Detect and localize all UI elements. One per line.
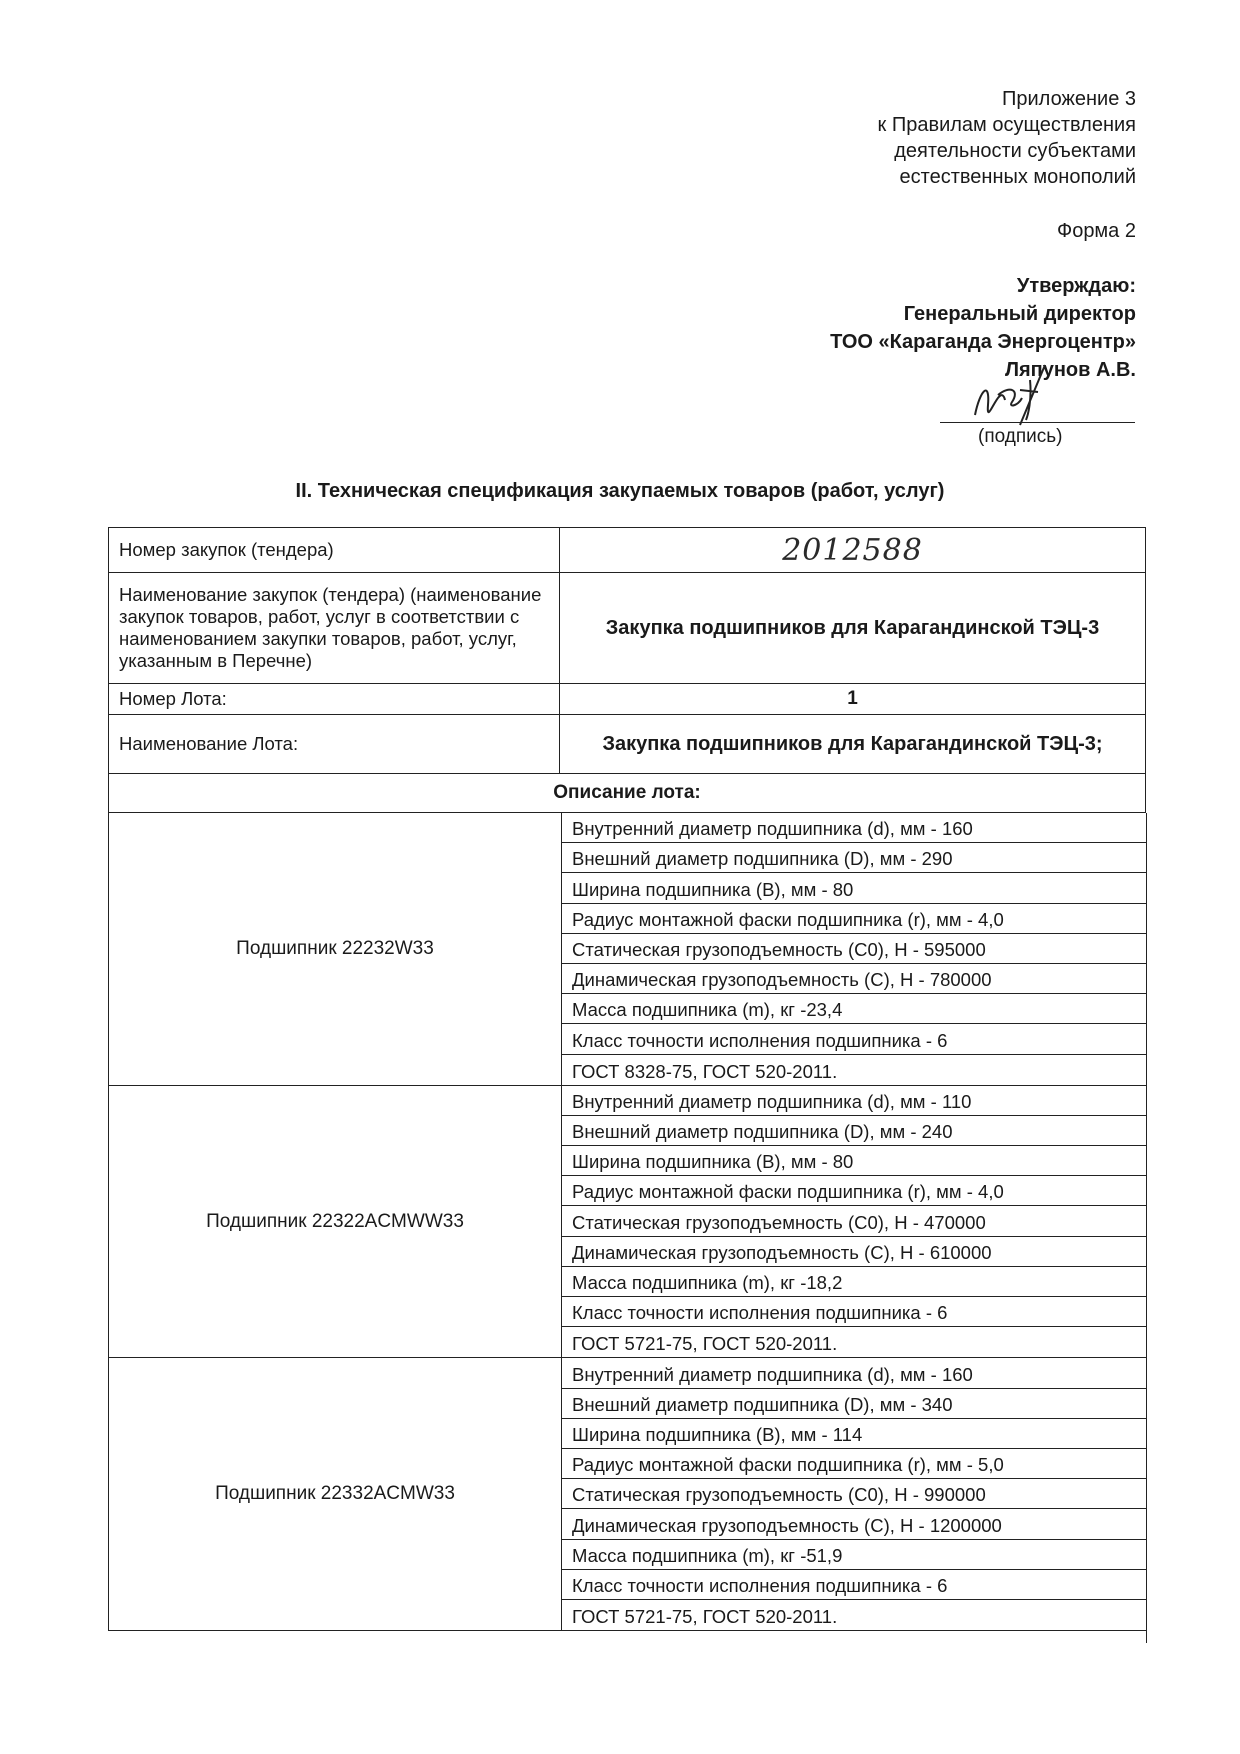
bearing-name: Подшипник 22332ACMW33 [109, 1358, 562, 1630]
bearing-group [108, 1086, 1146, 1359]
bearing-param: Внутренний диаметр подшипника (d), мм - 110 [562, 1086, 1146, 1116]
bearing-param: Внутренний диаметр подшипника (d), мм - 160 [562, 1358, 1146, 1388]
lot-number-label: Номер Лота: [109, 684, 560, 715]
bearing-param: Радиус монтажной фаски подшипника (r), мм - 4,0 [562, 904, 1146, 934]
signature-caption: (подпись) [978, 426, 1063, 447]
bearing-param: ГОСТ 5721-75, ГОСТ 520-2011. [572, 1606, 838, 1628]
table-row [109, 573, 1146, 684]
lot-description-title: Описание лота: [109, 774, 1146, 813]
bearing-param: Ширина подшипника (B), мм - 80 [562, 873, 1146, 903]
bearing-name: Подшипник 22232W33 [109, 813, 562, 1085]
section-title: II. Техническая спецификация закупаемых товаров (работ, услуг) [295, 480, 945, 502]
bearing-group [108, 1358, 1146, 1631]
tender-name-value: Закупка подшипников для Карагандинской ТЭЦ-3 [560, 573, 1146, 684]
table-row [109, 684, 1146, 715]
table-row [109, 528, 1146, 573]
tender-number-label: Номер закупок (тендера) [109, 528, 560, 573]
bearing-param: Радиус монтажной фаски подшипника (r), мм - 4,0 [562, 1176, 1146, 1206]
bearing-param: Ширина подшипника (B), мм - 80 [562, 1146, 1146, 1176]
bearing-param: Класс точности исполнения подшипника - 6 [562, 1297, 1146, 1327]
approval-position: Генеральный директор [903, 303, 1136, 325]
spec-table [108, 527, 1146, 813]
bearing-params [562, 1086, 1146, 1358]
bearing-param: Внешний диаметр подшипника (D), мм - 240 [562, 1116, 1146, 1146]
table-row [109, 774, 1146, 813]
bearing-param: ГОСТ 5721-75, ГОСТ 520-2011. [572, 1333, 838, 1355]
bearings-list [108, 813, 1146, 1631]
bearing-param: Класс точности исполнения подшипника - 6 [562, 1024, 1146, 1054]
bearing-param: Динамическая грузоподъемность (C), Н - 1200000 [562, 1509, 1146, 1539]
approval-heading: Утверждаю: [1016, 275, 1136, 297]
appendix-number: Приложение 3 [1002, 88, 1136, 110]
bearing-param: ГОСТ 8328-75, ГОСТ 520-2011. [572, 1060, 838, 1082]
bearing-param: Класс точности исполнения подшипника - 6 [562, 1570, 1146, 1600]
bearing-params [562, 1358, 1146, 1630]
bearing-group [108, 813, 1146, 1086]
bearing-param: Динамическая грузоподъемность (C), Н - 780000 [562, 964, 1146, 994]
bearing-param: Масса подшипника (m), кг -18,2 [562, 1267, 1146, 1297]
signature-line [940, 422, 1135, 423]
tender-number-cell [560, 528, 1146, 573]
bearing-param: Радиус монтажной фаски подшипника (r), мм - 5,0 [562, 1449, 1146, 1479]
bearing-param: Динамическая грузоподъемность (C), Н - 610000 [562, 1237, 1146, 1267]
appendix-header [878, 86, 1136, 190]
bearing-param: Внутренний диаметр подшипника (d), мм - 160 [562, 813, 1146, 843]
appendix-monopolies-line: естественных монополий [899, 166, 1136, 188]
appendix-rules-line: к Правилам осуществления [877, 114, 1136, 136]
approval-person: Ляпунов А.В. [1004, 359, 1136, 381]
form-label: Форма 2 [1056, 220, 1136, 242]
bearing-param: Ширина подшипника (B), мм - 114 [562, 1419, 1146, 1449]
tender-name-label: Наименование закупок (тендера) (наименование закупок товаров, работ, услуг в соответствии с наименованием закупки товаров, работ, услуг, указанным в Перечне) [109, 573, 560, 684]
appendix-activity-line: деятельности субъектами [894, 140, 1136, 162]
bearing-param: Внешний диаметр подшипника (D), мм - 340 [562, 1389, 1146, 1419]
bearing-params [562, 813, 1146, 1085]
bearing-param: Статическая грузоподъемность (C0), Н - 470000 [562, 1206, 1146, 1236]
table-row [109, 715, 1146, 774]
lot-number-value: 1 [560, 684, 1146, 715]
lot-name-value: Закупка подшипников для Карагандинской ТЭЦ-3; [560, 715, 1146, 774]
approval-company: ТОО «Караганда Энергоцентр» [830, 331, 1136, 353]
bearing-param: Внешний диаметр подшипника (D), мм - 290 [562, 843, 1146, 873]
bearing-param: Масса подшипника (m), кг -51,9 [562, 1540, 1146, 1570]
lot-name-label: Наименование Лота: [109, 715, 560, 774]
bearing-param: Масса подшипника (m), кг -23,4 [562, 994, 1146, 1024]
bearing-name: Подшипник 22322ACMWW33 [109, 1086, 562, 1358]
table-right-border [1146, 813, 1147, 1643]
bearing-param: Статическая грузоподъемность (C0), Н - 595000 [562, 934, 1146, 964]
bearing-param: Статическая грузоподъемность (C0), Н - 990000 [562, 1479, 1146, 1509]
tender-number-value: 2012588 [782, 532, 923, 568]
signature-image [960, 360, 1090, 430]
